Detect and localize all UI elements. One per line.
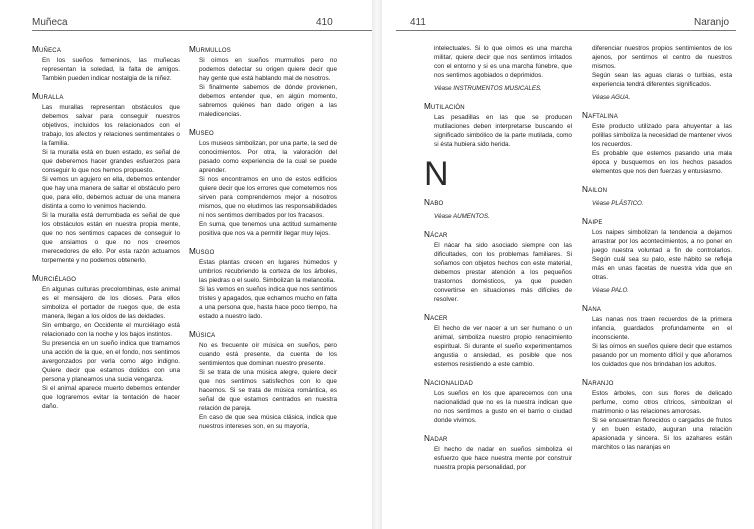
right-page (382, 0, 754, 529)
dictionary-entry (32, 273, 180, 411)
entry-term: Nácar (424, 230, 448, 239)
entry-paragraph: En algunas culturas precolombinas, este animal es el mensajero de los dioses. Para ellos simboliza el portador de ruegos que, de esta manera, llegan a los oídos de las deidades. (42, 286, 180, 320)
left-page-header (32, 17, 372, 30)
entry-paragraph: Si nos encontramos en uno de estos edificios quiere decir que los errores que cometemos nos sirven para comprendernos mejor a nosotros mismos, que no eludimos las responsabilidades ni nos sentimos derribados por los fracasos. (199, 176, 337, 219)
dictionary-entry (424, 44, 572, 93)
running-title: Muñeca (32, 17, 68, 28)
book-gutter (372, 0, 382, 529)
entry-paragraph: Los sueños en los que aparecemos con una nacionalidad que no es la nuestra indican que no nos sentimos a gusto en el barrio o ciudad donde vivimos. (434, 390, 572, 424)
right-page-header (396, 17, 736, 30)
entry-term: Muralla (32, 92, 64, 101)
entry-paragraph: Las nanas nos traen recuerdos de la primera infancia, guardados profundamente en el inconsciente. (592, 316, 732, 341)
entry-paragraph: Si las oímos en sueños quiere decir que estamos pasando por un momento difícil y que añoramos los cuidados que nos brindaban los adultos. (592, 343, 732, 368)
entry-paragraph: Si la muralla está derrumbada es señal de que los obstáculos están en nuestra propia mente, que no nos sentimos capaces de conseguir lo que ansiamos o que no nos creemos merecedores de ello. Por esta razón actuamos torpemente y no podemos obtenerlo. (42, 212, 180, 264)
dictionary-entry (32, 91, 180, 265)
entry-paragraph: En suma, que tenemos una actitud sumamente positiva que nos va a permitir llegar muy lejos. (199, 221, 337, 237)
dictionary-entry (189, 44, 337, 119)
dictionary-entry (582, 303, 732, 369)
entry-term: Muñeca (32, 45, 62, 54)
entry-paragraph: Si la muralla está en buen estado, es señal de que deberemos hacer grandes esfuerzos para conseguir lo que nos hemos propuesto. (42, 149, 180, 174)
entry-paragraph: El nácar ha sido asociado siempre con las dificultades, con los problemas familiares. Si soñamos con objetos hechos con este material, debemos prestar atención a los pequeños trastornos domésticos, ya que pueden convertirse en situaciones más difíciles de resolver. (434, 242, 572, 303)
entry-paragraph: Los naipes simbolizan la tendencia a dejarnos arrastrar por los acontecimientos, a no poner en juego nuestra voluntad a fin de controlarlos. Según cuál sea su palo, este hábito se refleja más en unas facetas de nuestra vida que en otras. (592, 229, 732, 281)
entry-paragraph: Si finalmente sabemos de dónde provienen, debemos entender que, en algún momento, sabremos quiénes han dado origen a las maledicencias. (199, 84, 337, 118)
entry-term: Naftalina (582, 111, 618, 120)
cross-reference: Véase PALO. (592, 287, 630, 294)
entry-paragraph: Si vemos un agujero en ella, debemos entender que hay una manera de saltar el obstáculo pero que, para ello, debemos actuar de una manera distinta a como lo venimos haciendo. (42, 176, 180, 210)
entry-term: Murmullos (189, 45, 231, 54)
section-letter: N (424, 155, 449, 193)
entry-paragraph: El hecho de ver nacer a un ser humano o un animal, simboliza nuestro propio renacimiento espiritual. Si durante el sueño experimentamos angustia o ansiedad, es posible que nos estemos resistiendo a este cambio. (434, 325, 572, 368)
column (189, 44, 337, 522)
entry-term: Mutilación (424, 102, 465, 111)
entry-term: Museo (189, 128, 214, 137)
entry-paragraph: En los sueños femeninos, las muñecas representan la soledad, la falta de amigos. También pueden indicar nostalgia de la niñez. (42, 57, 180, 82)
dictionary-entry (189, 246, 337, 321)
entry-paragraph: intelectuales. Si lo que oímos es una marcha militar, quiere decir que nos sentimos irritados con el entorno y si es una marcha fúnebre, que nos sentimos agobiados o deprimidos. (434, 45, 572, 79)
entry-paragraph: En caso de que sea música clásica, indica que nuestros intereses son, en su mayoría, (199, 414, 337, 430)
entry-paragraph: Si oímos en sueños murmullos pero no podemos detectar su origen quiere decir que hay gente que está hablando mal de nosotros. (199, 57, 337, 82)
entry-term: Nacer (424, 313, 448, 322)
entry-paragraph: Según sean las aguas claras o turbias, esta experiencia tendrá diferentes significados. (592, 72, 732, 88)
column (424, 44, 572, 522)
dictionary-entry (582, 216, 732, 295)
entry-term: Naranjo (582, 378, 614, 387)
entry-term: Música (189, 330, 216, 339)
entry-paragraph: El hecho de nadar en sueños simboliza el esfuerzo que hace nuestra mente por construir nuestra propia personalidad, por (434, 446, 572, 471)
dictionary-entry (424, 101, 572, 149)
dictionary-entry (32, 44, 180, 83)
left-page (0, 0, 372, 529)
entry-paragraph: Es probable que estemos pasando una mala época y busquemos en los hechos pasados elementos que nos den fuerzas y entusiasmo. (592, 150, 732, 175)
entry-term: Nailon (582, 185, 608, 194)
dictionary-entry (424, 377, 572, 425)
page-number: 410 (316, 17, 333, 28)
entry-paragraph: diferenciar nuestros propios sentimientos de los ajenos, por sentirnos el centro de nuestros mismos. (592, 45, 732, 70)
entry-paragraph: Estos árboles, con sus flores de delicado perfume, como otros cítricos, simbolizan el matrimonio o las relaciones amorosas. (592, 390, 732, 415)
entry-paragraph: Este producto utilizado para ahuyentar a las polillas simboliza la necesidad de mantener vivos los recuerdos. (592, 123, 732, 148)
entry-paragraph: Las murallas representan obstáculos que debemos salvar para conseguir nuestros objetivos, incluidos los relacionados con el trabajo, los afectos y relaciones sentimentales o la familia. (42, 104, 180, 147)
dictionary-entry (582, 110, 732, 176)
dictionary-entry (189, 329, 337, 431)
cross-reference: Véase PLÁSTICO. (592, 200, 644, 207)
entry-term: Nabo (424, 198, 444, 207)
entry-term: Murciélago (32, 274, 77, 283)
entry-paragraph: Si se encuentran florecidos o cargados de frutos y en buen estado, auguran una relación apasionada y sincera. Si los azahares están marchitos o las naranjas en (592, 417, 732, 451)
header-rule (32, 30, 372, 31)
entry-paragraph: Sin embargo, en Occidente el murciélago está relacionado con la noche y los bajos instintos. (42, 322, 180, 338)
entry-paragraph: Si se trata de una música alegre, quiere decir que nos sentimos satisfechos con lo que hacemos. Si se trata de música romántica, es señal de que estamos centrados en nuestra relación de pareja. (199, 369, 337, 412)
dictionary-entry (424, 433, 572, 472)
entry-paragraph: Estas plantas crecen en lugares húmedos y umbríos recubriendo la corteza de los árboles, las piedras o el suelo. Simbolizan la melancolía. (199, 259, 337, 284)
entry-term: Nana (582, 304, 602, 313)
cross-reference: Véase AUMENTOS. (434, 213, 490, 220)
entry-paragraph: No es frecuente oír música en sueños, pero cuando está presente, da cuenta de los sentimientos que dominan nuestro presente. (199, 342, 337, 367)
cross-reference: Véase AGUA. (592, 94, 631, 101)
column (582, 44, 732, 522)
entry-paragraph: Los museos simbolizan, por una parte, la sed de conocimientos. Por otra, la valoración del pasado como experiencia de la cual se puede aprender. (199, 140, 337, 174)
running-title: Naranjo (694, 17, 730, 28)
entry-term: Musgo (189, 247, 215, 256)
dictionary-entry (582, 184, 732, 208)
header-rule (396, 30, 736, 31)
cross-reference: Véase INSTRUMENTOS MUSICALES. (434, 85, 542, 92)
dictionary-entry (582, 377, 732, 452)
dictionary-entry (424, 312, 572, 369)
entry-term: Nadar (424, 434, 448, 443)
entry-paragraph: Si las vemos en sueños indica que nos sentimos tristes y apagados, que echamos mucho en falta a una persona que, hasta hace poco tiempo, ha estado a nuestro lado. (199, 286, 337, 320)
entry-paragraph: Las pesadillas en las que se producen mutilaciones deben interpretarse buscando el significado simbólico de la parte mutilada, como si ésta hubiera sido herida. (434, 114, 572, 148)
entry-term: Naipe (582, 217, 603, 226)
dictionary-entry (424, 197, 572, 221)
entry-paragraph: Su presencia en un sueño indica que tramamos una acción de la que, en el fondo, nos sentimos avergonzados por verla como algo indigno. Quiere decir que estamos dolidos con una persona y planeamos una sucia venganza. (42, 340, 180, 383)
page-number: 411 (410, 17, 426, 28)
dictionary-entry (424, 229, 572, 304)
column (32, 44, 180, 522)
entry-term: Nacionalidad (424, 378, 473, 387)
dictionary-entry (189, 127, 337, 238)
entry-paragraph: Si el animal aparece muerto debemos entender que lograremos evitar la tentación de hacer daño. (42, 385, 180, 410)
dictionary-entry (582, 44, 732, 102)
